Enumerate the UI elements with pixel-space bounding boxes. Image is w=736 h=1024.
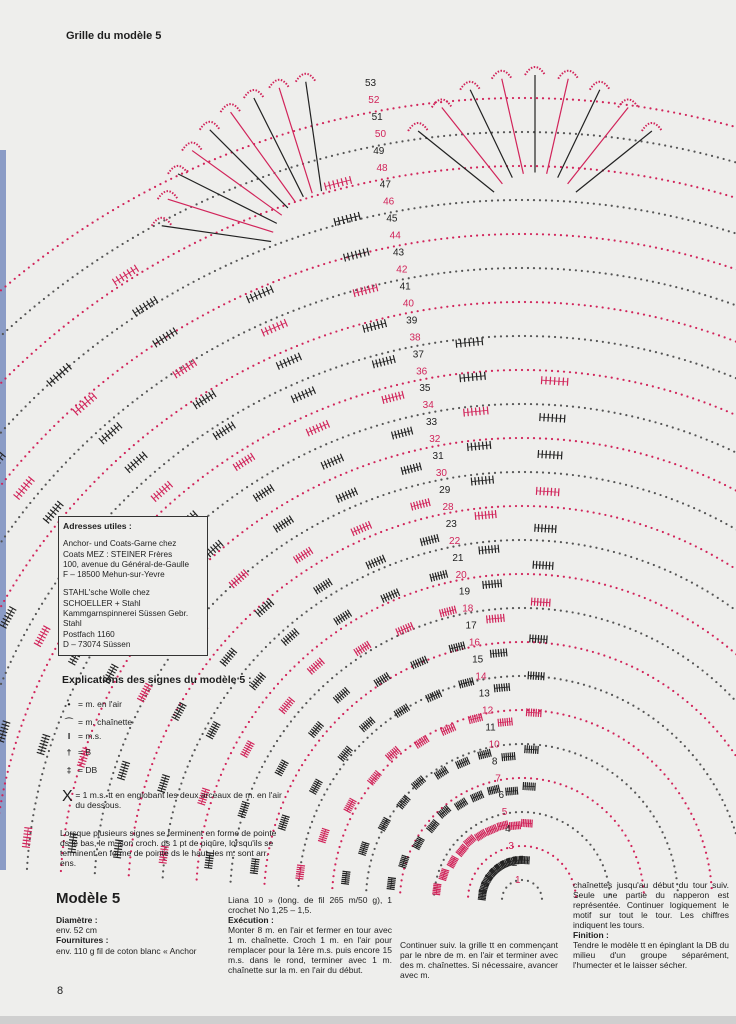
sign-row-x xyxy=(62,790,282,810)
round-number: 28 xyxy=(442,501,454,513)
round-number: 33 xyxy=(425,417,438,429)
address-line: F – 18500 Mehun-sur-Yevre xyxy=(63,570,165,580)
round-number: 22 xyxy=(449,535,461,547)
round-number: 1 xyxy=(515,875,521,886)
round-chain-dots xyxy=(0,162,736,855)
stitch-wedge xyxy=(520,376,568,864)
round-number: 17 xyxy=(465,620,477,632)
address-line: STAHL'sche Wolle chez xyxy=(63,588,150,598)
round-number: 52 xyxy=(368,94,380,106)
round-chain-dots xyxy=(229,607,736,883)
address-line: SCHOELLER + Stahl xyxy=(63,598,141,608)
round-number: 50 xyxy=(374,128,387,140)
instructions-column-3: Continuer suiv. la grille tt en commençant par le nbre de m. en l'air et terminer avec des m. chaînettes. Si nécessaire, avancer avec m. xyxy=(400,940,558,980)
round-number: 10 xyxy=(488,739,500,751)
round-number: 2 xyxy=(511,858,518,870)
round-chain-dots xyxy=(399,777,645,894)
round-number: 3 xyxy=(508,841,514,853)
signs-note: Lorsque plusieurs signes se terminent en forme de pointe ds le bas, le m. son croch. ds 1 pt de piqûre, lorsqu'ils se terminent en forme de pointe ds le haut, les m. sont arr. ens. xyxy=(60,828,277,868)
supplies-continued: Liana 10 » (long. de fil 265 m/50 g), 1 crochet No 1,25 – 1,5. xyxy=(228,895,392,915)
model-title: Modèle 5 xyxy=(56,890,121,907)
joined-stitch-icon: X xyxy=(62,788,73,805)
round-number: 5 xyxy=(501,807,508,819)
chain-dot-icon: • xyxy=(67,699,71,709)
instructions-column-2 xyxy=(228,895,392,975)
sign-label: = m. chaînette xyxy=(78,717,133,727)
address-line: Anchor- und Coats-Garne chez xyxy=(63,539,177,549)
round-number: 16 xyxy=(468,637,480,649)
addresses-heading: Adresses utiles : xyxy=(63,521,132,531)
diameter-value: env. 52 cm xyxy=(56,925,97,935)
execution-text: Monter 8 m. en l'air et fermer en tour avec 1 m. chaînette. Croch 1 m. en l'air pour remplacer pour la 1ère m.s. puis encore 15 m.s. dans le rond, terminer avec 1 m. chaînette sur la m. en l'air du début. xyxy=(228,925,392,975)
round-number: 46 xyxy=(383,196,395,208)
single-crochet-icon: I xyxy=(67,731,71,741)
round-chain-dots xyxy=(501,879,543,900)
round-number: 7 xyxy=(495,773,501,785)
execution-label: Exécution : xyxy=(228,915,274,925)
round-number: 8 xyxy=(491,756,498,768)
round-number: 51 xyxy=(371,111,383,123)
page-bottom-edge xyxy=(0,1016,736,1024)
round-chain-dots xyxy=(0,128,736,853)
sign-label: = DB xyxy=(78,765,98,775)
round-number: 49 xyxy=(373,145,385,157)
round-number: 40 xyxy=(402,298,414,310)
sign-row xyxy=(62,716,132,728)
round-number: 41 xyxy=(399,281,411,293)
page-number: 8 xyxy=(57,985,64,997)
round-number: 30 xyxy=(435,468,447,480)
round-number: 36 xyxy=(416,366,428,378)
stitch-wedge xyxy=(246,285,512,868)
round-number: 14 xyxy=(475,671,487,683)
stitch-wedge xyxy=(324,176,517,866)
round-number: 31 xyxy=(432,451,444,463)
supplies-value: env. 110 g fil de coton blanc « Anchor xyxy=(56,946,197,956)
round-number: 4 xyxy=(505,824,511,836)
sign-label: = m.s. xyxy=(78,731,102,741)
round-number: 35 xyxy=(419,383,431,395)
page-title: Grille du modèle 5 xyxy=(66,30,162,42)
round-number: 18 xyxy=(462,603,474,615)
round-number: 47 xyxy=(379,179,391,191)
round-number: 45 xyxy=(386,213,398,225)
round-chain-dots xyxy=(263,641,736,885)
address-line: 100, avenue du Général-de-Gaulle xyxy=(63,559,190,569)
round-number: 53 xyxy=(365,78,377,89)
round-number: 42 xyxy=(396,264,408,276)
sign-label: = m. en l'air xyxy=(78,699,122,709)
round-number: 12 xyxy=(482,705,494,717)
round-number: 13 xyxy=(478,688,490,700)
sign-label: = 1 m.s. tt en englobant les deux arceaux de m. en l'air du dessous. xyxy=(75,790,282,810)
sign-row xyxy=(62,747,91,757)
address-line: Postfach 1160 xyxy=(63,629,115,639)
round-number: 23 xyxy=(445,518,457,530)
signs-title: Explications des signes du modèle 5 : xyxy=(62,674,252,686)
scallop-fan xyxy=(152,74,322,242)
sign-row xyxy=(62,731,101,741)
sign-label: = B xyxy=(78,747,91,757)
round-number: 29 xyxy=(439,484,451,496)
finish-label: Finition : xyxy=(573,930,609,940)
stitch-wedge xyxy=(456,337,523,864)
diameter-label: Diamètre : xyxy=(56,915,98,925)
round-number: 11 xyxy=(485,722,496,734)
round-number: 6 xyxy=(498,790,505,802)
round-number: 48 xyxy=(376,162,388,174)
addresses-box xyxy=(58,516,208,656)
round-number: 15 xyxy=(472,654,484,666)
round-number: 34 xyxy=(422,400,434,412)
instructions-continued: chaînettes jusqu'au début du tour suiv. Seule une partie du napperon est représentée. Continuer logiquement le motif sur tout le tour. Les chiffres indiquent les tours. xyxy=(573,880,729,930)
round-number: 37 xyxy=(412,349,424,361)
sign-row xyxy=(62,765,97,775)
address-line: Stahl xyxy=(63,619,82,629)
round-number: 43 xyxy=(392,247,405,259)
slip-stitch-icon: ⌒ xyxy=(64,717,74,727)
instructions-column-4 xyxy=(573,880,729,970)
address-line: D – 73074 Süssen xyxy=(63,639,131,649)
round-number: 19 xyxy=(458,586,471,598)
round-number: 39 xyxy=(406,315,418,327)
address-line: Kammgarnspinnerei Süssen Gebr. xyxy=(63,609,189,619)
round-chain-dots xyxy=(365,743,679,891)
address-line: Coats MEZ : STEINER Frères xyxy=(63,549,173,559)
round-chain-dots xyxy=(128,505,736,876)
treble-crochet-icon: ‡ xyxy=(66,765,72,775)
round-number: 32 xyxy=(429,434,441,446)
sign-row xyxy=(62,699,122,709)
round-chain-dots xyxy=(297,675,736,887)
round-number: 38 xyxy=(409,332,421,344)
double-crochet-icon: † xyxy=(66,747,72,757)
round-number: 44 xyxy=(389,230,401,242)
round-number: 21 xyxy=(452,552,464,564)
scallop-fan xyxy=(408,67,662,192)
supplies-label: Fournitures : xyxy=(56,935,109,945)
finish-text: Tendre le modèle tt en épinglant la DB du milieu d'un groupe séparément, l'humecter et le laisser sécher. xyxy=(573,940,729,970)
round-number: 20 xyxy=(455,569,467,581)
